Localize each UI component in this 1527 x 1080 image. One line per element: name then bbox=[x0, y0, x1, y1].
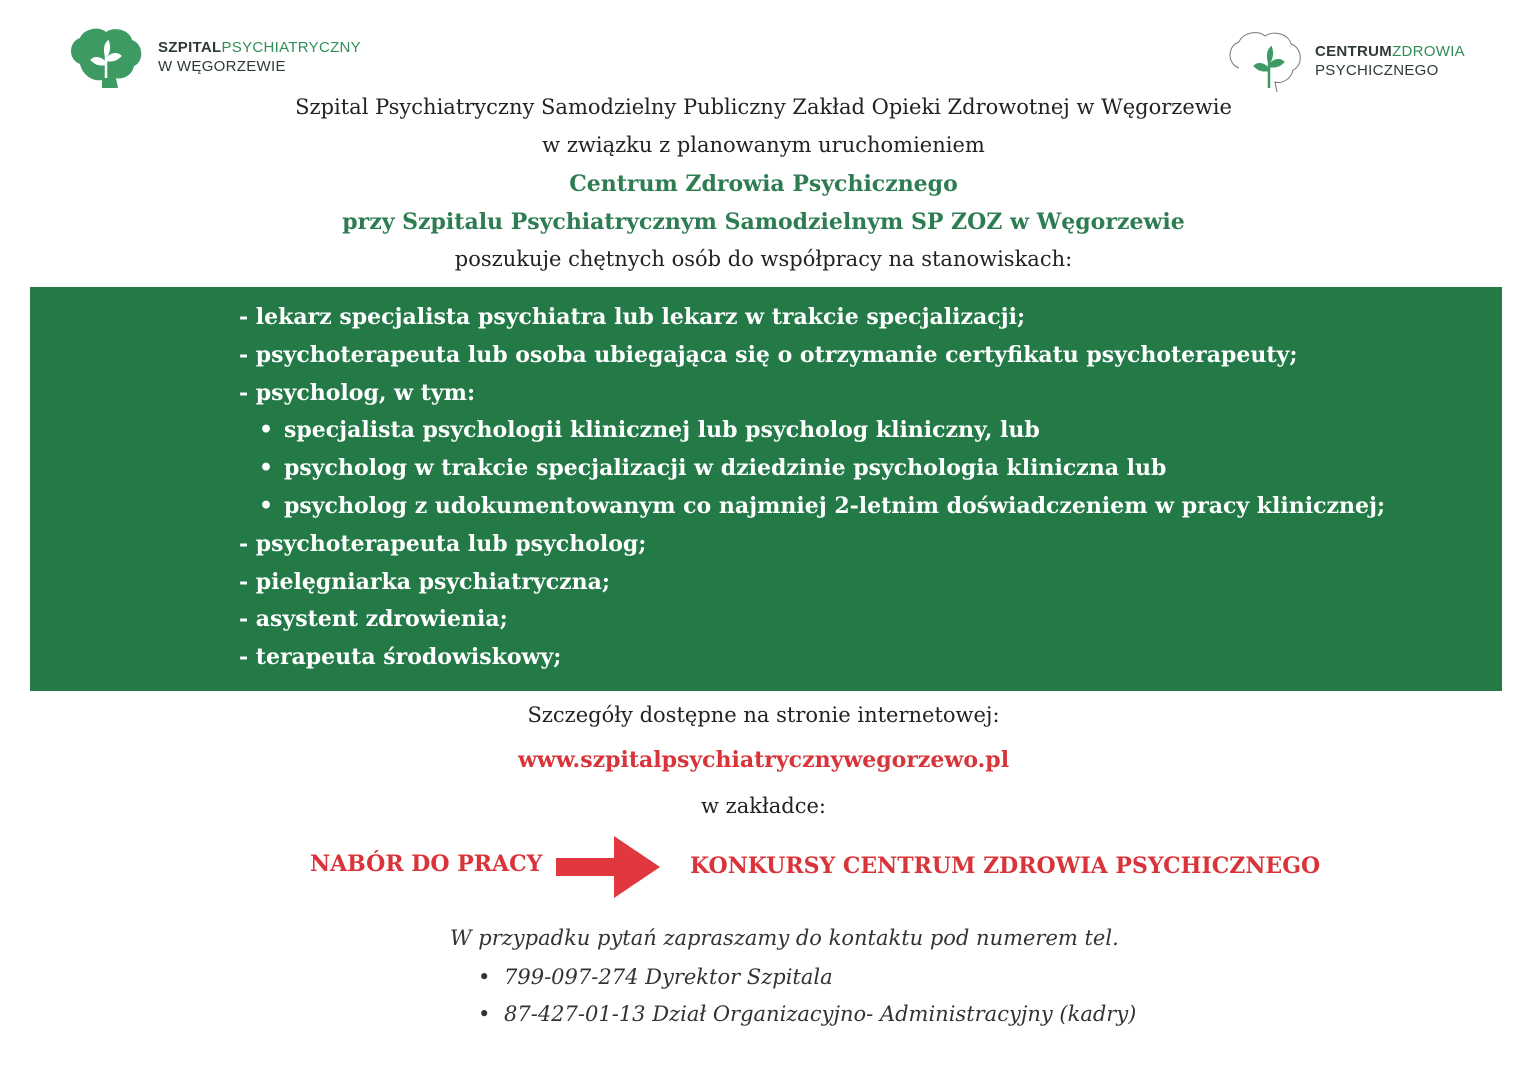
nav-to-label: KONKURSY CENTRUM ZDROWIA PSYCHICZNEGO bbox=[690, 853, 1321, 879]
logo-right-bold: CENTRUM bbox=[1314, 43, 1393, 60]
position-item: - terapeuta środowiskowy; bbox=[239, 644, 562, 671]
bullet-icon: • bbox=[259, 455, 274, 482]
logo-right-green: ZDROWIA bbox=[1392, 43, 1465, 60]
position-item: - pielęgniarka psychiatryczna; bbox=[239, 568, 610, 595]
logo-left-green: PSYCHIATRYCZNY bbox=[221, 39, 361, 56]
bullet-icon: • bbox=[259, 492, 274, 519]
website-link[interactable]: www.szpitalpsychiatrycznywegorzewo.pl bbox=[517, 747, 1010, 773]
details-label: Szczegóły dostępne na stronie internetowej: bbox=[527, 703, 1000, 727]
intro-line-1: Szpital Psychiatryczny Samodzielny Publiczny Zakład Opieki Zdrowotnej w Węgorzewie bbox=[295, 95, 1232, 119]
position-item: - psychoterapeuta lub psycholog; bbox=[239, 530, 647, 557]
logo-right-line2: PSYCHICZNEGO bbox=[1314, 62, 1439, 79]
contact-item bbox=[478, 965, 833, 989]
logo-left-line2: W WĘGORZEWIE bbox=[158, 58, 286, 75]
contact-phone-admin: 87-427-01-13 Dział Organizacyjno- Administracyjny (kadry) bbox=[504, 1002, 1137, 1026]
contact-item bbox=[478, 1002, 1136, 1026]
intro-line-5: poszukuje chętnych osób do współpracy na stanowiskach: bbox=[454, 247, 1073, 271]
position-item: - asystent zdrowienia; bbox=[239, 606, 508, 633]
hospital-logo bbox=[66, 26, 361, 88]
centre-logo-text bbox=[1315, 42, 1465, 80]
position-subitem-text: psycholog w trakcie specjalizacji w dziedzinie psychologia kliniczna lub bbox=[284, 455, 1167, 482]
bullet-icon: • bbox=[478, 1002, 491, 1026]
centre-logo bbox=[1225, 30, 1465, 92]
position-subitem bbox=[239, 412, 1385, 450]
position-subitem bbox=[239, 450, 1385, 488]
positions-list bbox=[239, 299, 1385, 677]
hospital-subheading: przy Szpitalu Psychiatrycznym Samodzielnym SP ZOZ w Węgorzewie bbox=[342, 209, 1185, 235]
bullet-icon: • bbox=[478, 965, 491, 989]
logo-left-bold: SZPITAL bbox=[158, 39, 222, 56]
bullet-icon: • bbox=[259, 417, 274, 444]
position-subitem bbox=[239, 488, 1385, 526]
contact-intro: W przypadku pytań zapraszamy do kontaktu pod numerem tel. bbox=[450, 926, 1119, 950]
contact-phone-director: 799-097-274 Dyrektor Szpitala bbox=[504, 965, 833, 989]
position-item: - lekarz specjalista psychiatra lub lekarz w trakcie specjalizacji; bbox=[239, 304, 1026, 330]
position-item: - psycholog, w tym: bbox=[239, 379, 476, 406]
position-subitem-text: specjalista psychologii klinicznej lub psycholog kliniczny, lub bbox=[284, 417, 1040, 444]
nav-from-label: NABÓR DO PRACY bbox=[310, 851, 543, 877]
position-subitem-text: psycholog z udokumentowanym co najmniej 2-letnim doświadczeniem w pracy klinicznej; bbox=[284, 492, 1386, 519]
position-item: - psychoterapeuta lub osoba ubiegająca się o otrzymanie certyfikatu psychoterapeuty; bbox=[239, 341, 1298, 368]
tab-label: w zakładce: bbox=[701, 794, 826, 818]
positions-banner bbox=[30, 287, 1502, 691]
tree-head-icon bbox=[66, 26, 146, 88]
tree-head-outline-icon bbox=[1225, 30, 1305, 92]
arrow-right-icon bbox=[556, 836, 660, 898]
hospital-logo-text bbox=[158, 38, 361, 76]
intro-line-2: w związku z planowanym uruchomieniem bbox=[542, 133, 985, 157]
centre-heading: Centrum Zdrowia Psychicznego bbox=[569, 171, 958, 197]
